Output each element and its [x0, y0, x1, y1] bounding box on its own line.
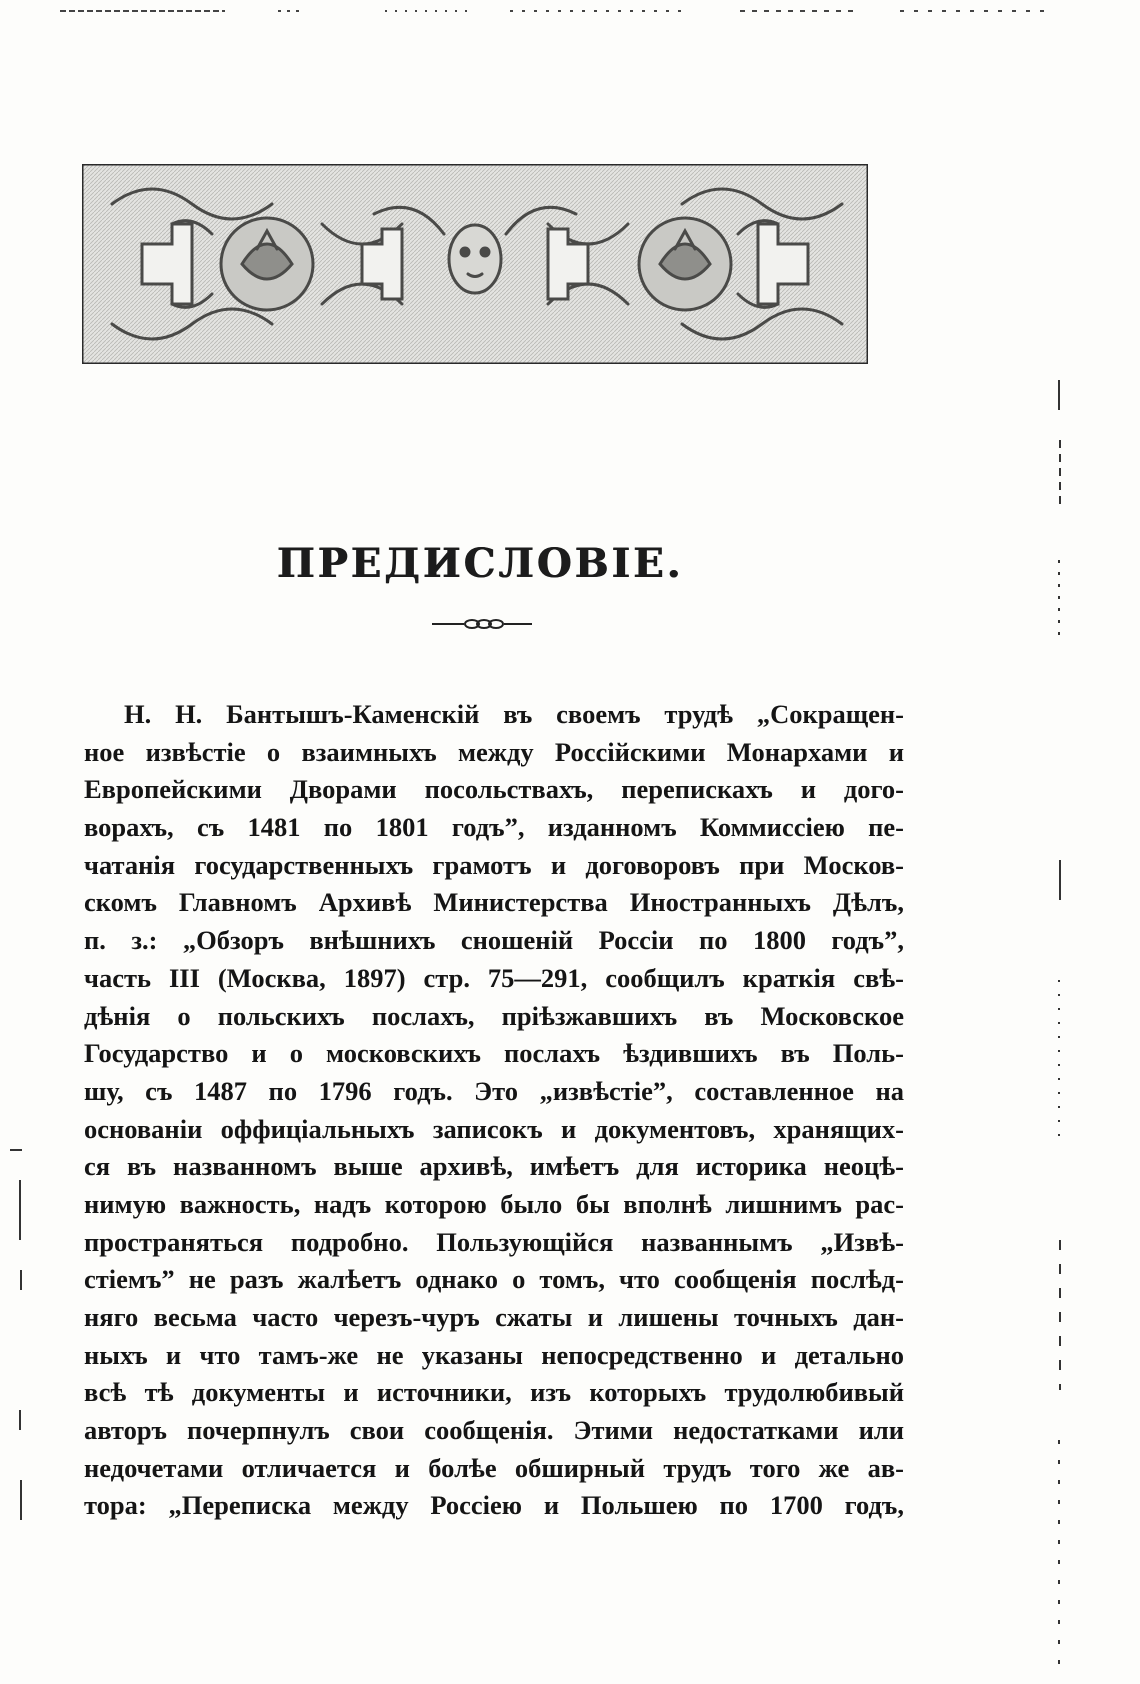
text-line: Европейскими Дворами посольствахъ, перепискахъ и дого-: [84, 774, 904, 805]
text-line: стіемъ” не разъ жалѣетъ однако о томъ, что сообщенія послѣд-: [84, 1264, 904, 1295]
text-line: ся въ названномъ выше архивѣ, имѣетъ для историка неоцѣ-: [84, 1151, 904, 1182]
text-line: всѣ тѣ документы и источники, изъ которыхъ трудолюбивый: [84, 1377, 904, 1408]
text-line: тора: „Переписка между Россіею и Польшею по 1700 годъ,: [84, 1490, 904, 1521]
body-text: [84, 696, 904, 1525]
text-line: ныхъ и что тамъ-же не указаны непосредственно и детально: [84, 1339, 904, 1370]
text-line: основаніи оффиціальныхъ записокъ и документовъ, хранящих-: [84, 1113, 904, 1144]
text-line: дѣнія о польскихъ послахъ, пріѣзжавшихъ въ Московское: [84, 1000, 904, 1031]
text-line: Н. Н. Бантышъ-Каменскій въ своемъ трудѣ „Сокращен-: [124, 699, 904, 729]
text-line: чатанія государственныхъ грамотъ и договоровъ при Москов-: [84, 849, 904, 880]
engraved-headpiece: [82, 164, 868, 364]
text-line: скомъ Главномъ Архивѣ Министерства Иностранныхъ Дѣлъ,: [84, 887, 904, 918]
text-line: недочетами отличается и болѣе обширный трудъ того же ав-: [84, 1452, 904, 1483]
text-line: ворахъ, съ 1481 по 1801 годъ”, изданномъ Коммиссіею пе-: [84, 812, 904, 843]
scan-left-edge: [6, 1140, 26, 1520]
text-line: авторъ почерпнулъ свои сообщенія. Этими недостатками или: [84, 1415, 904, 1446]
title-divider-ornament: [432, 616, 532, 632]
text-line: няго весьма часто черезъ-чуръ сжаты и лишены точныхъ дан-: [84, 1302, 904, 1332]
text-line: часть III (Москва, 1897) стр. 75—291, сообщилъ краткія свѣ-: [84, 962, 904, 993]
text-line: нимую важность, надъ которою было бы вполнѣ лишнимъ рас-: [84, 1188, 904, 1219]
text-line: пространяться подробно. Пользующійся названнымъ „Извѣ-: [84, 1226, 904, 1257]
chapter-title: ПРЕДИСЛОВІЕ.: [276, 540, 684, 587]
text-line: Государство и о московскихъ послахъ ѣздившихъ въ Поль-: [84, 1038, 904, 1069]
text-line: ное извѣстіе о взаимныхъ между Россійскими Монархами и: [84, 736, 904, 767]
scan-top-edge: [0, 8, 1140, 14]
text-line: шу, съ 1487 по 1796 годъ. Это „извѣстіе”, составленное на: [84, 1075, 904, 1106]
scan-right-edge: [1056, 380, 1064, 1670]
text-line: п. з.: „Обзоръ внѣшнихъ сношеній Россіи по 1800 годъ”,: [84, 925, 904, 956]
